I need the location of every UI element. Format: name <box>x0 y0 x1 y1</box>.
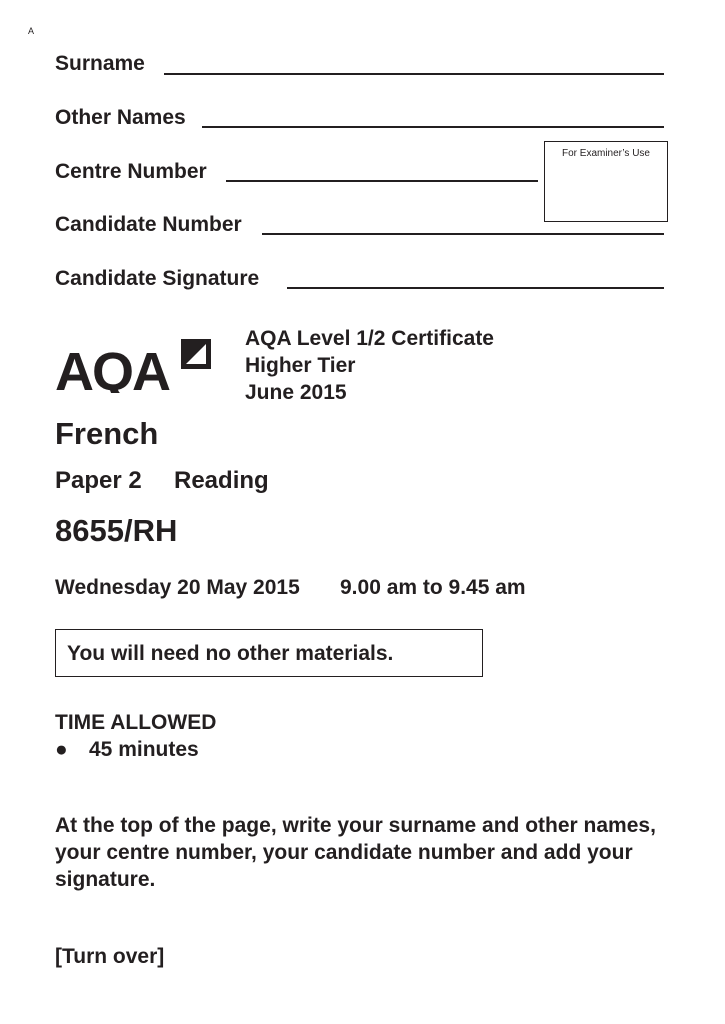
aqa-logo-text: AQA <box>55 342 169 393</box>
examiner-use-label: For Examiner’s Use <box>562 148 650 159</box>
paper-info <box>55 467 269 495</box>
candidate-number-line[interactable] <box>262 233 664 235</box>
subject-title: French <box>55 416 159 451</box>
candidate-signature-line[interactable] <box>287 287 664 289</box>
examiner-use-box <box>544 141 668 222</box>
aqa-logo-tick-icon <box>181 339 211 369</box>
paper-number: Paper 2 <box>55 467 142 494</box>
materials-text: You will need no other materials. <box>67 642 394 665</box>
certificate-level: AQA Level 1/2 Certificate <box>245 327 494 350</box>
centre-number-label: Centre Number <box>55 160 207 183</box>
time-allowed-duration: 45 minutes <box>89 738 199 761</box>
time-allowed-item <box>55 738 199 762</box>
candidate-signature-label: Candidate Signature <box>55 267 260 290</box>
materials-box <box>55 629 483 677</box>
surname-label: Surname <box>55 52 145 75</box>
surname-line[interactable] <box>164 73 664 75</box>
paper-component: Reading <box>174 467 269 494</box>
instructions-text: At the top of the page, write your surname and other names, your centre number, your candidate number and add your signature. <box>55 814 656 891</box>
aqa-logo <box>55 337 213 393</box>
turn-over-label: [Turn over] <box>55 945 165 968</box>
other-names-line[interactable] <box>202 126 664 128</box>
exam-date-time <box>55 576 526 600</box>
aqa-logo-graphic <box>55 337 213 393</box>
exam-time: 9.00 am to 9.45 am <box>340 576 526 599</box>
other-names-label: Other Names <box>55 106 186 129</box>
certificate-tier: Higher Tier <box>245 354 356 377</box>
corner-mark: A <box>28 26 35 36</box>
time-allowed-heading: TIME ALLOWED <box>55 711 217 734</box>
candidate-number-label: Candidate Number <box>55 213 242 236</box>
paper-code: 8655/RH <box>55 513 178 548</box>
centre-number-line[interactable] <box>226 180 538 182</box>
bullet-icon: ● <box>55 738 68 761</box>
exam-date: Wednesday 20 May 2015 <box>55 576 300 599</box>
certificate-session: June 2015 <box>245 381 347 404</box>
